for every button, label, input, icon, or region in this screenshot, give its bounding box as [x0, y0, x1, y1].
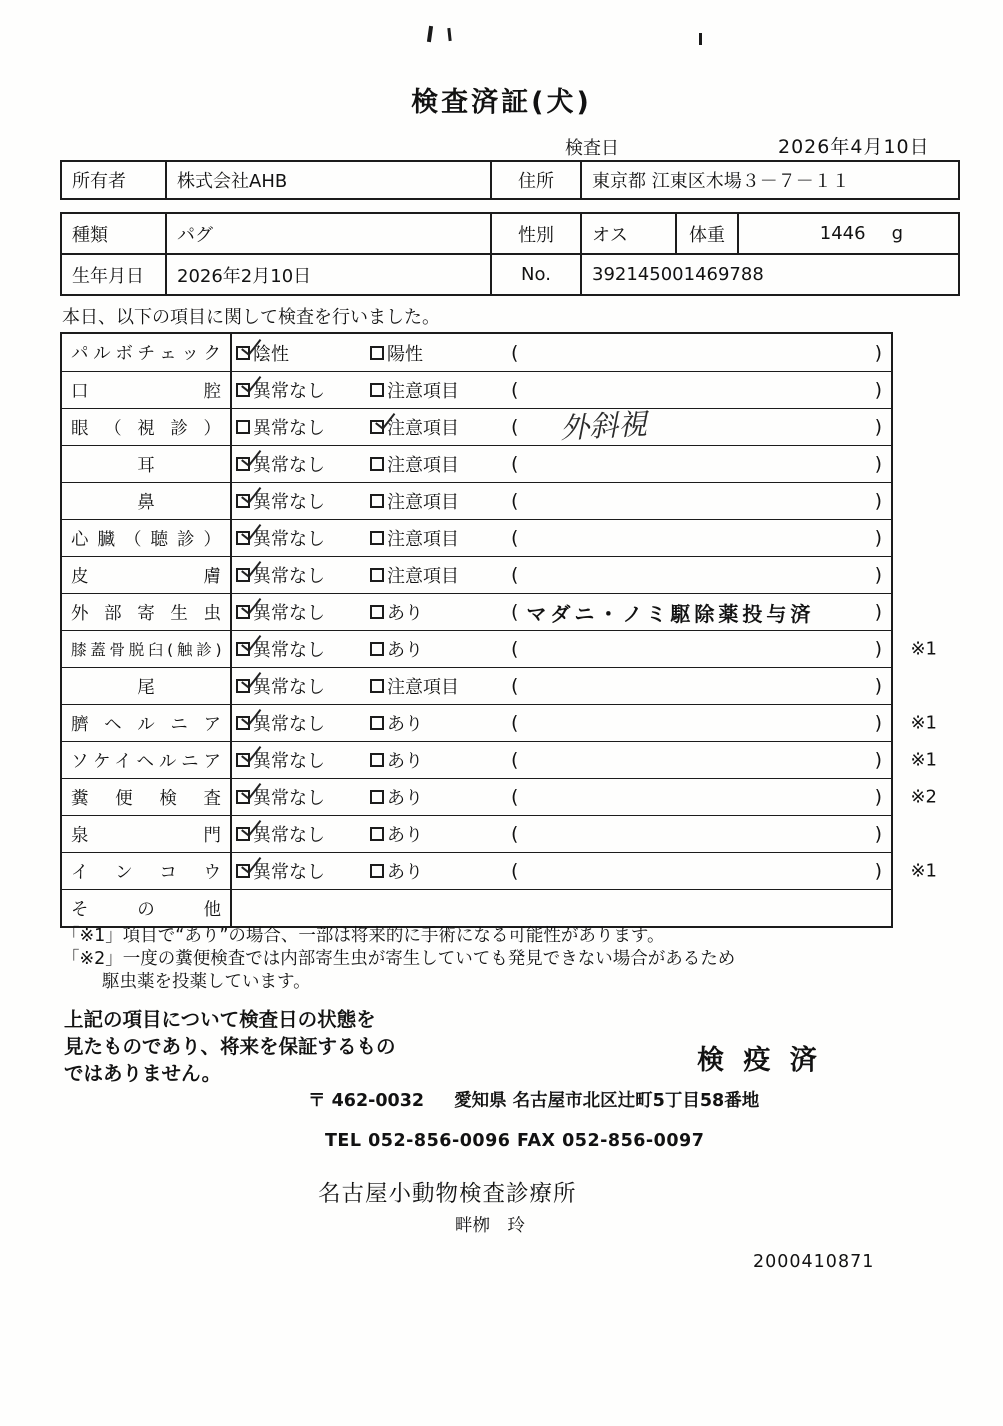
exam-date-label: 検査日: [565, 138, 619, 159]
option-label: 異常なし: [253, 714, 325, 735]
checkbox-icon: [370, 716, 384, 730]
checkbox-icon: [236, 605, 250, 619]
paren-close: ): [874, 823, 882, 845]
weight-label: 体重: [677, 214, 739, 253]
item-label: 耳: [137, 455, 155, 476]
other-empty-cell: [232, 890, 891, 926]
item-label: 口腔: [71, 381, 221, 402]
disclaimer-line-3: ではありません。: [64, 1062, 222, 1085]
birth-value: 2026年2月10日: [167, 255, 492, 294]
option-label: あり: [387, 825, 423, 846]
inspection-row-fontanelle: [62, 815, 891, 852]
item-label: 泉門: [71, 825, 221, 846]
disclaimer-line-2: 見たものであり、将来を保証するもの: [64, 1035, 396, 1058]
option-label: あり: [387, 603, 423, 624]
checkbox-icon: [370, 531, 384, 545]
no-label: No.: [492, 255, 582, 294]
paren-close: ): [874, 786, 882, 808]
checkbox-icon: [370, 605, 384, 619]
inspection-row-eyes: [62, 408, 891, 445]
checkbox-icon: [236, 642, 250, 656]
option-label: 異常なし: [253, 640, 325, 661]
footnote-2: 「※2」一度の糞便検査では内部寄生虫が寄生していても発見できない場合があるため: [62, 949, 736, 969]
checkbox-icon: [236, 457, 250, 471]
animal-table: [60, 212, 960, 296]
checkbox-icon: [370, 827, 384, 841]
clinic-address-line: [308, 1087, 759, 1112]
item-label: 心臓（聴診）: [71, 529, 221, 550]
checkbox-icon: [370, 864, 384, 878]
paren-close: ): [874, 712, 882, 734]
item-label: 尾: [137, 677, 155, 698]
option-label: あり: [387, 788, 423, 809]
footnote-mark: ※1: [910, 712, 937, 734]
paren-open: (: [511, 490, 519, 512]
paren-open: (: [511, 786, 519, 808]
paren-close: ): [874, 638, 882, 660]
checkbox-icon: [370, 383, 384, 397]
item-label: パルボチェック: [71, 344, 221, 364]
inspection-row-nose: [62, 482, 891, 519]
animal-row-1: [62, 214, 958, 253]
checkbox-icon: [236, 790, 250, 804]
option-label: 注意項目: [387, 492, 459, 513]
footnote-mark: ※1: [910, 749, 937, 771]
item-label: 鼻: [137, 492, 155, 513]
owner-row: [62, 162, 958, 198]
paren-open: (: [511, 675, 519, 697]
option-label: 異常なし: [253, 603, 325, 624]
checkbox-icon: [370, 420, 384, 434]
finding-note-handwritten: 外斜視: [559, 406, 649, 446]
checkbox-icon: [236, 864, 250, 878]
footnote-mark: ※2: [910, 786, 937, 808]
inspection-table: [60, 332, 937, 928]
paren-close: ): [874, 675, 882, 697]
inspection-row-heart: [62, 519, 891, 556]
item-label: ソケイヘルニア: [71, 751, 221, 772]
footnote-1: 「※1」項目で“あり”の場合、一部は将来的に手術になる可能性があります。: [62, 926, 665, 946]
checkbox-icon: [370, 457, 384, 471]
paren-close: ): [874, 601, 882, 623]
inspection-row-inkou: [62, 852, 937, 889]
option-label: 陽性: [387, 343, 423, 365]
item-label: インコウ: [71, 862, 221, 883]
paren-close: ): [874, 379, 882, 401]
checkbox-icon: [370, 494, 384, 508]
checkbox-icon: [236, 346, 250, 360]
option-label: あり: [387, 714, 423, 735]
inspection-row-parvo: [62, 334, 891, 371]
checkbox-icon: [370, 346, 384, 360]
option-label: あり: [387, 862, 423, 883]
inspection-row-patella: [62, 630, 937, 667]
checkbox-icon: [236, 679, 250, 693]
item-label: 眼（視診）: [71, 418, 221, 439]
weight-value: 1446: [819, 223, 866, 244]
finding-note-treatment: マダニ・ノミ駆除薬投与済: [526, 601, 815, 626]
inspection-row-umbilical-hernia: [62, 704, 937, 741]
checkbox-icon: [236, 568, 250, 582]
checkbox-icon: [236, 716, 250, 730]
inspection-row-parasites: [62, 593, 891, 630]
scan-artifact: [699, 33, 702, 45]
option-label: 注意項目: [387, 455, 459, 476]
option-label: 注意項目: [387, 418, 459, 439]
owner-label: 所有者: [62, 162, 167, 198]
clinic-phone: TEL 052-856-0096 FAX 052-856-0097: [325, 1131, 705, 1151]
item-label: 糞便検査: [71, 788, 221, 809]
option-label: 異常なし: [253, 529, 325, 550]
paren-open: (: [511, 527, 519, 549]
checkbox-icon: [370, 753, 384, 767]
item-label: 外部寄生虫: [71, 603, 221, 624]
checkbox-icon: [370, 642, 384, 656]
option-label: あり: [387, 640, 423, 661]
clinic-name: 名古屋小動物検査診療所: [318, 1181, 577, 1207]
option-label: 陰性: [253, 343, 289, 365]
option-label: 異常なし: [253, 788, 325, 809]
type-label: 種類: [62, 214, 167, 253]
footnotes: [62, 925, 735, 994]
disclaimer: [64, 1006, 396, 1087]
scan-artifact: [447, 28, 451, 41]
checkbox-icon: [236, 383, 250, 397]
inspection-row-tail: [62, 667, 891, 704]
checkbox-icon: [236, 420, 250, 434]
paren-open: (: [511, 823, 519, 845]
paren-open: (: [511, 341, 519, 364]
footnote-mark: ※1: [910, 638, 937, 660]
option-label: 注意項目: [387, 677, 459, 698]
paren-open: (: [511, 379, 519, 401]
paren-close: ): [874, 341, 882, 364]
quarantine-stamp: 検 疫 済: [697, 1045, 822, 1076]
disclaimer-line-1: 上記の項目について検査日の状態を: [64, 1008, 376, 1031]
veterinarian-name: 畔栁 玲: [455, 1216, 525, 1236]
checkbox-icon: [370, 568, 384, 582]
paren-close: ): [874, 453, 882, 475]
inspection-row-other: [62, 889, 891, 926]
paren-close: ): [874, 490, 882, 512]
item-label: その他: [71, 899, 221, 920]
checkbox-icon: [236, 753, 250, 767]
weight-unit: g: [891, 223, 903, 244]
paren-open: (: [511, 712, 519, 734]
paren-close: ): [874, 860, 882, 882]
type-value: パグ: [167, 214, 492, 253]
option-label: 異常なし: [253, 677, 325, 698]
item-label: 臍ヘルニア: [71, 714, 221, 735]
paren-open: (: [511, 638, 519, 660]
option-label: 異常なし: [253, 862, 325, 883]
item-label: 膝蓋骨脱臼(触診): [71, 641, 221, 659]
weight-value-cell: [739, 214, 958, 253]
intro-text: 本日、以下の項目に関して検査を行いました。: [62, 307, 440, 328]
paren-close: ): [874, 416, 882, 438]
checkbox-icon: [236, 827, 250, 841]
paren-close: ): [874, 564, 882, 586]
scan-artifact: [427, 26, 433, 42]
inspection-row-fecal-exam: [62, 778, 937, 815]
inspection-row-mouth: [62, 371, 891, 408]
paren-close: ): [874, 749, 882, 771]
inspection-row-skin: [62, 556, 891, 593]
address-label: 住所: [492, 162, 582, 198]
clinic-address: 愛知県 名古屋市北区辻町5丁目58番地: [454, 1091, 760, 1111]
inspection-row-ears: [62, 445, 891, 482]
option-label: 異常なし: [253, 455, 325, 476]
paren-close: ): [874, 527, 882, 549]
option-label: 異常なし: [253, 381, 325, 402]
paren-open: (: [511, 453, 519, 475]
paren-open: (: [511, 860, 519, 882]
paren-open: (: [511, 564, 519, 586]
postal-code: 〒 462-0032: [308, 1091, 425, 1111]
footnote-mark: ※1: [910, 860, 937, 882]
sex-label: 性別: [492, 214, 582, 253]
checkbox-icon: [236, 531, 250, 545]
address-value: 東京都 江東区木場３－７－１１: [592, 171, 850, 192]
paren-open: (: [511, 749, 519, 771]
option-label: 注意項目: [387, 529, 459, 550]
option-label: 注意項目: [387, 381, 459, 402]
option-label: 異常なし: [253, 418, 325, 439]
no-value: 392145001469788: [592, 264, 764, 285]
checkbox-icon: [370, 679, 384, 693]
option-label: 異常なし: [253, 751, 325, 772]
birth-label: 生年月日: [62, 255, 167, 294]
footnote-2-continued: 駆虫薬を投薬しています。: [102, 972, 311, 992]
checkbox-icon: [370, 790, 384, 804]
animal-row-2: [62, 253, 958, 294]
checkbox-icon: [236, 494, 250, 508]
page-title: 検査済証(犬): [411, 87, 592, 118]
option-label: 異常なし: [253, 825, 325, 846]
paren-open: (: [511, 601, 519, 623]
owner-value: 株式会社AHB: [167, 162, 492, 198]
option-label: 異常なし: [253, 492, 325, 513]
option-label: 異常なし: [253, 566, 325, 587]
paren-open: (: [511, 416, 519, 438]
serial-number: 2000410871: [753, 1252, 875, 1272]
option-label: あり: [387, 751, 423, 772]
item-label: 皮膚: [71, 566, 221, 587]
owner-table: [60, 160, 960, 200]
exam-date-value: 2026年4月10日: [778, 136, 930, 158]
inspection-row-inguinal-hernia: [62, 741, 937, 778]
option-label: 注意項目: [387, 566, 459, 587]
sex-value: オス: [582, 214, 677, 253]
